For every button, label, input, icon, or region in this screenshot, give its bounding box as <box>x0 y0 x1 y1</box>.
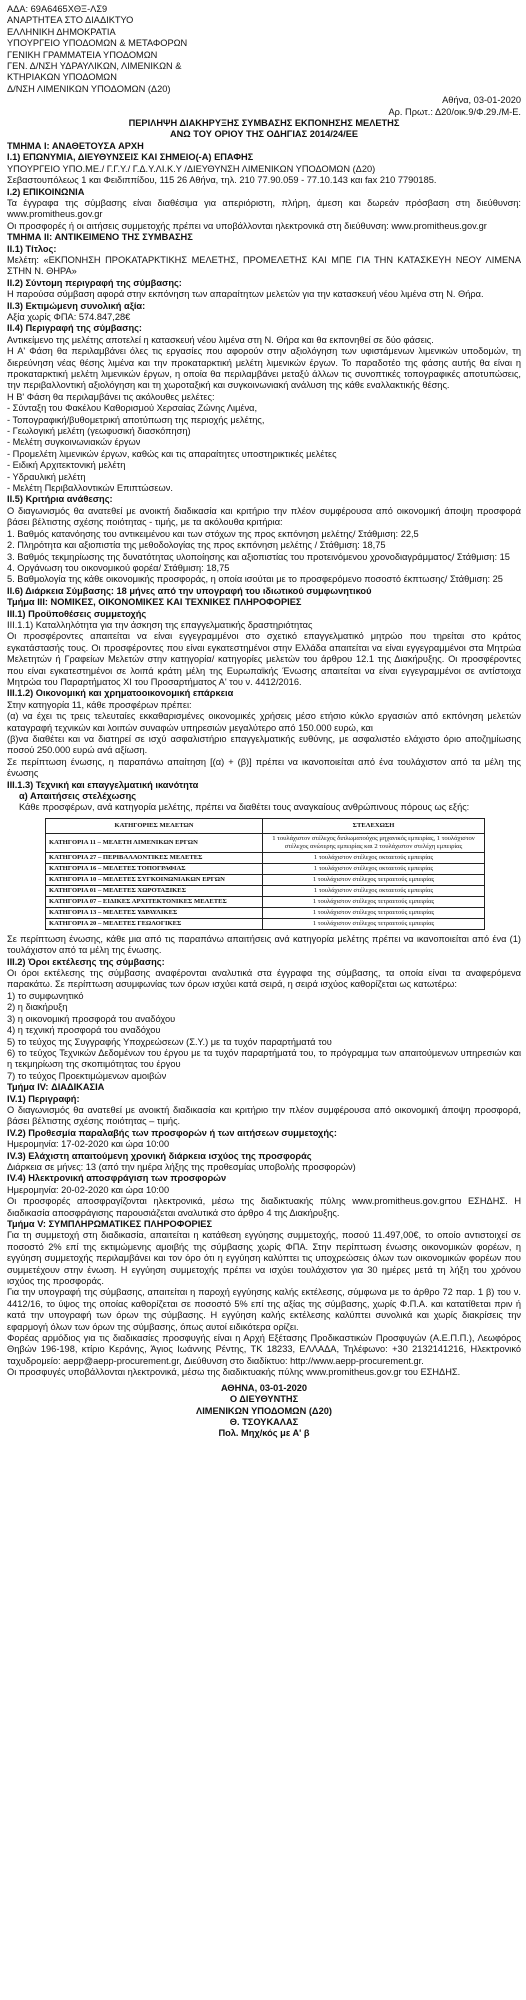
general-secretariat-label: ΓΕΝΙΚΗ ΓΡΑΜΜΑΤΕΙΑ ΥΠΟΔΟΜΩΝ <box>7 49 158 60</box>
paragraph: Σε περίπτωση ένωσης, η παραπάνω απαίτηση [(α) + (β)] πρέπει να ικανοποιείται από ένα τουλάχιστον από τα μέλη της ένωσης <box>7 756 521 779</box>
table-cell-staffing: 1 τουλάχιστον στέλεχος οκταετούς εμπειρίας <box>263 852 485 863</box>
signature-role: Ο ΔΙΕΥΘΥΝΤΗΣ <box>229 1394 299 1405</box>
table-header-staffing: ΣΤΕΛΕΧΩΣΗ <box>263 818 485 833</box>
paragraph: Ο διαγωνισμός θα ανατεθεί με ανοικτή διαδικασία και κριτήριο την πλέον συμφέρουσα από οικονομική άποψη προσφορά, βάσει βέλτιστης σχέσης ποιότητας – τιμής. <box>7 1104 521 1127</box>
table-cell-category: ΚΑΤΗΓΟΡΙΑ 10 – ΜΕΛΕΤΕΣ ΣΥΓΚΟΙΝΩΝΙΑΚΩΝ ΕΡΓΩΝ <box>46 874 263 885</box>
paragraph: Οι προσφυγές υποβάλλονται ηλεκτρονικά, μέσω της διαδικτυακής πύλης www.promitheus.gov.gr του ΕΣΗΔΗΣ. <box>7 1367 461 1378</box>
general-directorate-label-1: ΓΕΝ. Δ/ΝΣΗ ΥΔΡΑΥΛΙΚΩΝ, ΛΙΜΕΝΙΚΩΝ & <box>7 61 182 72</box>
table-cell-category: ΚΑΤΗΓΟΡΙΑ 13 – ΜΕΛΕΤΕΣ ΥΔΡΑΥΛΙΚΕΣ <box>46 907 263 918</box>
signature-block <box>7 1383 521 1440</box>
table-cell-category: ΚΑΤΗΓΟΡΙΑ 20 – ΜΕΛΕΤΕΣ ΓΕΩΛΟΓΙΚΕΣ <box>46 918 263 929</box>
signature-title: Πολ. Μηχ/κός με Α' β <box>218 1428 310 1439</box>
table-cell-staffing: 1 τουλάχιστον στέλεχος τετραετούς εμπειρίας <box>263 918 485 929</box>
paragraph: Οι προσφορές ή οι αιτήσεις συμμετοχής πρέπει να υποβάλλονται ηλεκτρονικά στη διεύθυνση: www.promitheus.gov.gr <box>7 220 487 231</box>
section-heading: ΙΙ.5) Κριτήρια ανάθεσης: <box>7 494 113 505</box>
issue-date: Αθήνα, 03-01-2020 <box>442 95 521 106</box>
section-heading: α) Απαιτήσεις στελέχωσης <box>19 791 137 802</box>
paragraph: 7) το τεύχος Προεκτιμώμενων αμοιβών <box>7 1070 167 1081</box>
section-heading: ΙV.2) Προθεσμία παραλαβής των προσφορών ή των αιτήσεων συμμετοχής: <box>7 1127 337 1138</box>
paragraph: Αντικείμενο της μελέτης αποτελεί η κατασκευή νέου λιμένα στη Ν. Θήρα και θα εκπονηθεί σε δύο φάσεις. <box>7 334 434 345</box>
table-cell-category: ΚΑΤΗΓΟΡΙΑ 16 – ΜΕΛΕΤΕΣ ΤΟΠΟΓΡΑΦΙΑΣ <box>46 863 263 874</box>
table-cell-staffing: 1 τουλάχιστον στέλεχος διπλωματούχος μηχανικός εμπειρίας, 1 τουλάχιστον στέλεχος ανώτερης εμπειρίας και 2 τουλάχιστον στελέχη εμπειρίας <box>263 833 485 852</box>
paragraph: Σε περίπτωση ένωσης, κάθε μια από τις παραπάνω απαιτήσεις ανά κατηγορία μελέτης πρέπει να ικανοποιείται από ένα (1) τουλάχιστον από τα μέλη της ένωσης. <box>7 933 521 956</box>
paragraph: Σεβαστουπόλεως 1 και Φειδιππίδου, 115 26 Αθήνα, τηλ. 210 77.90.059 - 77.10.143 και fax 210 7790185. <box>7 175 437 186</box>
paragraph: Διάρκεια σε μήνες: 13 (από την ημέρα λήξης της προθεσμίας υποβολής προσφορών) <box>7 1161 356 1172</box>
signature-name: Θ. ΤΣΟΥΚΑΛΑΣ <box>229 1416 299 1427</box>
paragraph: Τα έγγραφα της σύμβασης είναι διαθέσιμα για απεριόριστη, πλήρη, άμεση και δωρεάν πρόσβαση στη διεύθυνση: www.promitheus.gov.gr <box>7 197 521 220</box>
paragraph: Για την υπογραφή της σύμβασης, απαιτείται η παροχή εγγύησης καλής εκτέλεσης, σύμφωνα με το άρθρο 72 παρ. 1 β) του ν. 4412/16, το ύψος της οποίας καθορίζεται σε ποσοστό 5% επί της αξίας της σύμβασης, χωρίς Φ.Π.Α. και κατατίθεται πριν ή κατά την υπογραφή των όρων της σύμβασης. Η εγγύηση καλής εκτέλεσης καλύπτει συνολικά και χωρίς διακρίσεις την εφαρμογή όλων των όρων της σύμβασης, όπως αυτοί ειδικότερα ορίζει. <box>7 1287 521 1332</box>
general-directorate-label-2: ΚΤΗΡΙΑΚΩΝ ΥΠΟΔΟΜΩΝ <box>7 72 117 83</box>
table-row <box>46 885 485 896</box>
paragraph: Για τη συμμετοχή στη διαδικασία, απαιτείται η κατάθεση εγγύησης συμμετοχής, ποσού 11.497,00€, το οποίο αντιστοιχεί σε ποσοστό 2% επί της εκτιμώμενης αμοιβής της σύμβασης χωρίς ΦΠΑ. Στην περίπτωση ένωσης οικονομικών φορέων, η εγγύηση συμμετοχής περιλαμβάνει και τον όρο ότι η εγγύηση καλύπτει τις υποχρεώσεις όλων των οικονομικών φορέων που συμμετέχουν στην ένωση. Η εγγύηση συμμετοχής πρέπει να ισχύει τουλάχιστον για 30 ημέρες μετά τη λήξη του χρόνου ισχύος της προσφοράς. <box>7 1230 521 1287</box>
paragraph: - Ειδική Αρχιτεκτονική μελέτη <box>7 460 126 471</box>
posted-label: ΑΝΑΡΤΗΤΕΑ ΣΤΟ ΔΙΑΔΙΚΤΥΟ <box>7 15 134 26</box>
section-heading: ΙV.1) Περιγραφή: <box>7 1093 80 1104</box>
section-heading: I.1) ΕΠΩΝΥΜΙΑ, ΔΙΕΥΘΥΝΣΕΙΣ ΚΑΙ ΣΗΜΕΙΟ(-Α) ΕΠΑΦΗΣ <box>7 152 254 163</box>
paragraph: Η Α' Φάση θα περιλαμβάνει όλες τις εργασίες που αφορούν στην αξιολόγηση των υφιστάμενων λιμενικών υποδομών, τη διερεύνηση νέας θέσης λιμένα και την προκαταρκτική μελέτη λιμενικών έργων. Το παραδοτέο της φάσης αυτής θα είναι η προκαταρκτική μελέτη λιμενικών έργων, η οποία θα περιλαμβάνει μεταξύ άλλων τις συνοπτικές τοπογραφικές αποτυπώσεις, την περιβαλλοντική αξιολόγηση και τη χωροταξική και συγκοινωνιακή ανάλυση της κάθε εναλλακτικής θέσης. <box>7 346 521 391</box>
table-row <box>46 907 485 918</box>
body-section-1 <box>7 141 521 814</box>
section-heading: ΙV.4) Ηλεκτρονική αποσφράγιση των προσφορών <box>7 1173 227 1184</box>
paragraph: 1) το συμφωνητικό <box>7 990 84 1001</box>
paragraph: 3. Βαθμός τεκμηρίωσης της δυνατότητας υλοποίησης και αξιοπιστίας του προτεινόμενου χρονοδιαγράμματος/ Στάθμιση: 15 <box>7 551 510 562</box>
paragraph: Στην κατηγορία 11, κάθε προσφέρων πρέπει: <box>7 699 192 710</box>
paragraph: - Υδραυλική μελέτη <box>7 471 86 482</box>
paragraph: ΙΙΙ.1.1) Καταλληλότητα για την άσκηση της επαγγελματικής δραστηριότητας <box>7 619 313 630</box>
paragraph: - Μελέτη συγκοινωνιακών έργων <box>7 437 141 448</box>
section-heading: Τμήμα IV: ΔΙΑΔΙΚΑΣΙΑ <box>7 1082 105 1093</box>
signature-department: ΛΙΜΕΝΙΚΩΝ ΥΠΟΔΟΜΩΝ (Δ20) <box>196 1405 332 1416</box>
paragraph: Ο διαγωνισμός θα ανατεθεί με ανοικτή διαδικασία και κριτήριο την πλέον συμφέρουσα από οικονομική άποψη προσφορά βάσει βέλτιστης σχέσης ποιότητας - τιμής, με τα ακόλουθα κριτήρια: <box>7 505 521 528</box>
section-heading: ΙΙΙ.1.2) Οικονομική και χρηματοοικονομική επάρκεια <box>7 688 234 699</box>
header-block <box>7 4 521 118</box>
paragraph: - Μελέτη Περιβαλλοντικών Επιπτώσεων. <box>7 483 173 494</box>
paragraph: Οι προσφέροντες απαιτείται να είναι εγγεγραμμένοι στο σχετικό επαγγελματικό μητρώο που τηρείται στο κράτος εγκατάστασής τους. Οι προσφέροντες που είναι εγκατεστημένοι στην Ελλάδα απαιτείται να είναι εγγεγραμμένοι στα Μητρώα Μελετητών ή Γραφείων Μελετών στην κατηγορία/ κατηγορίες μελετών του άρθρου 12.1 της Διακήρυξης. Οι προσφέροντες που είναι εγκατεστημένοι σε λοιπά κράτη μέλη της Ευρωπαϊκής Ένωσης απαιτείται να είναι εγγεγραμμένοι σε αντίστοιχα Μητρώα του Παραρτήματος XI του Προσαρτήματος Α' του ν. 4412/2016. <box>7 631 521 687</box>
paragraph: 2) η διακήρυξη <box>7 1002 68 1013</box>
paragraph: Η Β' Φάση θα περιλαμβάνει τις ακόλουθες μελέτες: <box>7 391 215 402</box>
paragraph: - Προμελέτη λιμενικών έργων, καθώς και τις απαραίτητες υποστηρικτικές μελέτες <box>7 448 337 459</box>
paragraph: - Γεωλογική μελέτη (γεωφυσική διασκόπηση) <box>7 426 191 437</box>
table-cell-category: ΚΑΤΗΓΟΡΙΑ 07 – ΕΙΔΙΚΕΣ ΑΡΧΙΤΕΚΤΟΝΙΚΕΣ ΜΕΛΕΤΕΣ <box>46 896 263 907</box>
table-row <box>46 874 485 885</box>
paragraph: (β)να διαθέτει και να διατηρεί σε ισχύ ασφαλιστήριο επαγγελματικής ευθύνης, με ασφαλιστέο ελάχιστο όριο αποζημίωσης ποσού 250.000 ευρώ ανά αξίωση. <box>7 734 521 756</box>
table-cell-staffing: 1 τουλάχιστον στέλεχος τετραετούς εμπειρίας <box>263 896 485 907</box>
protocol-number: Αρ. Πρωτ.: Δ20/οικ.9/Φ.29./Μ-Ε. <box>388 106 521 117</box>
table-cell-staffing: 1 τουλάχιστον στέλεχος οκταετούς εμπειρίας <box>263 863 485 874</box>
paragraph: ΥΠΟΥΡΓΕΙΟ ΥΠΟ.ΜΕ./ Γ.Γ.Υ./ Γ.Δ.Υ.ΛΙ.Κ.Υ /ΔΙΕΥΘΥΝΣΗ ΛΙΜΕΝΙΚΩΝ ΥΠΟΔΟΜΩΝ (Δ20) <box>7 163 376 174</box>
paragraph: Κάθε προσφέρων, ανά κατηγορία μελέτης, πρέπει να διαθέτει τους αναγκαίους ανθρώπινους πόρους ως εξής: <box>19 802 470 813</box>
section-heading: ΤΜΗΜΑ ΙΙ: ΑΝΤΙΚΕΙΜΕΝΟ ΤΗΣ ΣΥΜΒΑΣΗΣ <box>7 232 193 243</box>
republic-label: ΕΛΛΗΝΙΚΗ ΔΗΜΟΚΡΑΤΙΑ <box>7 26 116 37</box>
ministry-label: ΥΠΟΥΡΓΕΙΟ ΥΠΟΔΟΜΩΝ & ΜΕΤΑΦΟΡΩΝ <box>7 38 188 49</box>
paragraph: 2. Πληρότητα και αξιοπιστία της μεθοδολογίας της προς εκπόνηση μελέτης / Στάθμιση: 18,75 <box>7 540 386 551</box>
section-heading: I.2) ΕΠΙΚΟΙΝΩΝΙΑ <box>7 186 85 197</box>
table-row <box>46 852 485 863</box>
paragraph: 5. Βαθμολογία της κάθε οικονομικής προσφοράς, η οποία ισούται με το προσφερόμενο ποσοστό έκπτωσης/ Στάθμιση: 25 <box>7 574 503 585</box>
table-row <box>46 833 485 852</box>
paragraph: 1. Βαθμός κατανόησης του αντικειμένου και των στόχων της προς εκπόνηση μελέτης/ Στάθμιση: 22,5 <box>7 528 419 539</box>
paragraph: 4. Οργάνωση του οικονομικού φορέα/ Στάθμιση: 18,75 <box>7 562 230 573</box>
paragraph: Μελέτη: «ΕΚΠΟΝΗΣΗ ΠΡΟΚΑΤΑΡΚΤΙΚΗΣ ΜΕΛΕΤΗΣ, ΠΡΟΜΕΛΕΤΗΣ ΚΑΙ ΜΠΕ ΓΙΑ ΤΗΝ ΚΑΤΑΣΚΕΥΗ ΝΕΟΥ ΛΙΜΕΝΑ ΣΤΗΝ Ν. ΘΗΡΑ» <box>7 254 521 277</box>
section-heading: ΙΙΙ.1.3) Τεχνική και επαγγελματική ικανότητα <box>7 779 199 790</box>
table-cell-category: ΚΑΤΗΓΟΡΙΑ 27 – ΠΕΡΙΒΑΛΛΟΝΤΙΚΕΣ ΜΕΛΕΤΕΣ <box>46 852 263 863</box>
table-header-row <box>46 818 485 833</box>
section-heading: ΙΙΙ.2) Όροι εκτέλεσης της σύμβασης: <box>7 956 165 967</box>
section-heading: ΙV.3) Ελάχιστη απαιτούμενη χρονική διάρκεια ισχύος της προσφοράς <box>7 1150 312 1161</box>
paragraph: 6) το τεύχος Τεχνικών Δεδομένων του έργου με τα τυχόν παραρτήματά του, το πρόγραμμα των απαιτούμενων υπηρεσιών και η τεκμηρίωση της σκοπιμότητας του έργου <box>7 1047 521 1070</box>
body-section-2 <box>7 934 521 1379</box>
paragraph: (α) να έχει τις τρεις τελευταίες εκκαθαρισμένες οικονομικές χρήσεις μέσο ετήσιο κύκλο εργασιών από εκπόνηση μελετών καταγραφή τεχνικών και λοιπών συναφών υπηρεσιών μεγαλύτερο από 150.000 ευρώ, και <box>7 711 521 733</box>
signature-place-date: ΑΘΗΝΑ, 03-01-2020 <box>220 1382 308 1393</box>
table-cell-category: ΚΑΤΗΓΟΡΙΑ 01 – ΜΕΛΕΤΕΣ ΧΩΡΟΤΑΞΙΚΕΣ <box>46 885 263 896</box>
table-cell-staffing: 1 τουλάχιστον στέλεχος τετραετούς εμπειρίας <box>263 874 485 885</box>
section-heading: ΙΙΙ.1) Προϋποθέσεις συμμετοχής <box>7 608 147 619</box>
section-heading: ΤΜΗΜΑ Ι: ΑΝΑΘΕΤΟΥΣΑ ΑΡΧΗ <box>7 140 144 151</box>
section-heading: ΙΙ.2) Σύντομη περιγραφή της σύμβασης: <box>7 277 182 288</box>
paragraph: 4) η τεχνική προσφορά του αναδόχου <box>7 1025 161 1036</box>
ada-code: ΑΔΑ: 69Α6465ΧΘΞ-ΛΣ9 <box>7 4 108 14</box>
document-title-2: ΑΝΩ ΤΟΥ ΟΡΙΟΥ ΤΗΣ ΟΔΗΓΙΑΣ 2014/24/ΕΕ <box>169 129 359 140</box>
paragraph: Αξία χωρίς ΦΠΑ: 574.847,28€ <box>7 311 131 322</box>
section-heading: Τμήμα V: ΣΥΜΠΛΗΡΩΜΑΤΙΚΕΣ ΠΛΗΡΟΦΟΡΙΕΣ <box>7 1219 212 1229</box>
table-cell-staffing: 1 τουλάχιστον στέλεχος τετραετούς εμπειρίας <box>263 907 485 918</box>
paragraph: Ημερομηνία: 17-02-2020 και ώρα 10:00 <box>7 1139 170 1150</box>
paragraph: 3) η οικονομική προσφορά του αναδόχου <box>7 1013 176 1024</box>
paragraph: - Σύνταξη του Φακέλου Καθορισμού Χερσαίας Ζώνης Λιμένα, <box>7 403 258 414</box>
paragraph: 5) το τεύχος της Συγγραφής Υποχρεώσεων (Σ.Υ.) με τα τυχόν παραρτήματά του <box>7 1036 332 1047</box>
table-row <box>46 918 485 929</box>
section-heading: ΙΙ.3) Εκτιμώμενη συνολική αξία: <box>7 300 146 311</box>
table-row <box>46 863 485 874</box>
paragraph: Η παρούσα σύμβαση αφορά στην εκπόνηση των απαραίτητων μελετών για την κατασκευή νέου λιμένα στη Ν. Θήρα. <box>7 289 484 300</box>
paragraph: Οι όροι εκτέλεσης της σύμβασης αναφέρονται αναλυτικά στα έγγραφα της σύμβασης, τα οποία είναι τα αναφερόμενα παρακάτω. Σε περίπτωση ασυμφωνίας των όρων ισχύει κατά σειρά, η σειρά ισχύος καθορίζεται ως κατωτέρω: <box>7 968 521 990</box>
section-heading: ΙΙ.4) Περιγραφή της σύμβασης: <box>7 323 142 334</box>
directorate-label: Δ/ΝΣΗ ΛΙΜΕΝΙΚΩΝ ΥΠΟΔΟΜΩΝ (Δ20) <box>7 83 171 94</box>
staffing-table <box>45 818 485 930</box>
paragraph: Φορέας αρμόδιος για τις διαδικασίες προσφυγής είναι η Αρχή Εξέτασης Προδικαστικών Προσφυγών (Α.Ε.Π.Π.), Λεωφόρος Θηβών 196-198, κτίριο Κεράνης, Άγιος Ιωάννης Ρέντης, ΤΚ 18233, ΕΛΛΑΔΑ, Τηλέφωνο: +30 2132141216, Ηλεκτρονικό ταχυδρομείο: aepp@aepp-procurement.gr, Διεύθυνση στο διαδίκτυο: http://www.aepp-procurement.gr. <box>7 1333 521 1366</box>
section-heading: Τμήμα ΙΙΙ: ΝΟΜΙΚΕΣ, ΟΙΚΟΝΟΜΙΚΕΣ ΚΑΙ ΤΕΧΝΙΚΕΣ ΠΛΗΡΟΦΟΡΙΕΣ <box>7 597 302 608</box>
paragraph: Ημερομηνία: 20-02-2020 και ώρα 10:00 <box>7 1184 170 1195</box>
document-title-1: ΠΕΡΙΛΗΨΗ ΔΙΑΚΗΡΥΞΗΣ ΣΥΜΒΑΣΗΣ ΕΚΠΟΝΗΣΗΣ ΜΕΛΕΤΗΣ <box>128 118 400 129</box>
table-row <box>46 896 485 907</box>
table-header-category: ΚΑΤΗΓΟΡΙΕΣ ΜΕΛΕΤΩΝ <box>46 818 263 833</box>
paragraph: - Τοπογραφική/βυθομετρική αποτύπωση της περιοχής μελέτης, <box>7 414 265 425</box>
paragraph: Οι προσφορές αποσφραγίζονται ηλεκτρονικά, μέσω της διαδικτυακής πύλης www.promitheus.gov.grτου ΕΣΗΔΗΣ. Η διαδικασία αποσφράγισης παρουσιάζεται αναλυτικά στο άρθρο 4 της Διακήρυξης. <box>7 1196 521 1218</box>
table-cell-staffing: 1 τουλάχιστον στέλεχος οκταετούς εμπειρίας <box>263 885 485 896</box>
paragraph: ΙΙ.6) Διάρκεια Σύμβασης: 18 μήνες από την υπογραφή του ιδιωτικού συμφωνητικού <box>7 585 372 596</box>
section-heading: ΙΙ.1) Τίτλος: <box>7 243 57 254</box>
table-cell-category: ΚΑΤΗΓΟΡΙΑ 11 – ΜΕΛΕΤΗ ΛΙΜΕΝΙΚΩΝ ΕΡΓΩΝ <box>46 833 263 852</box>
